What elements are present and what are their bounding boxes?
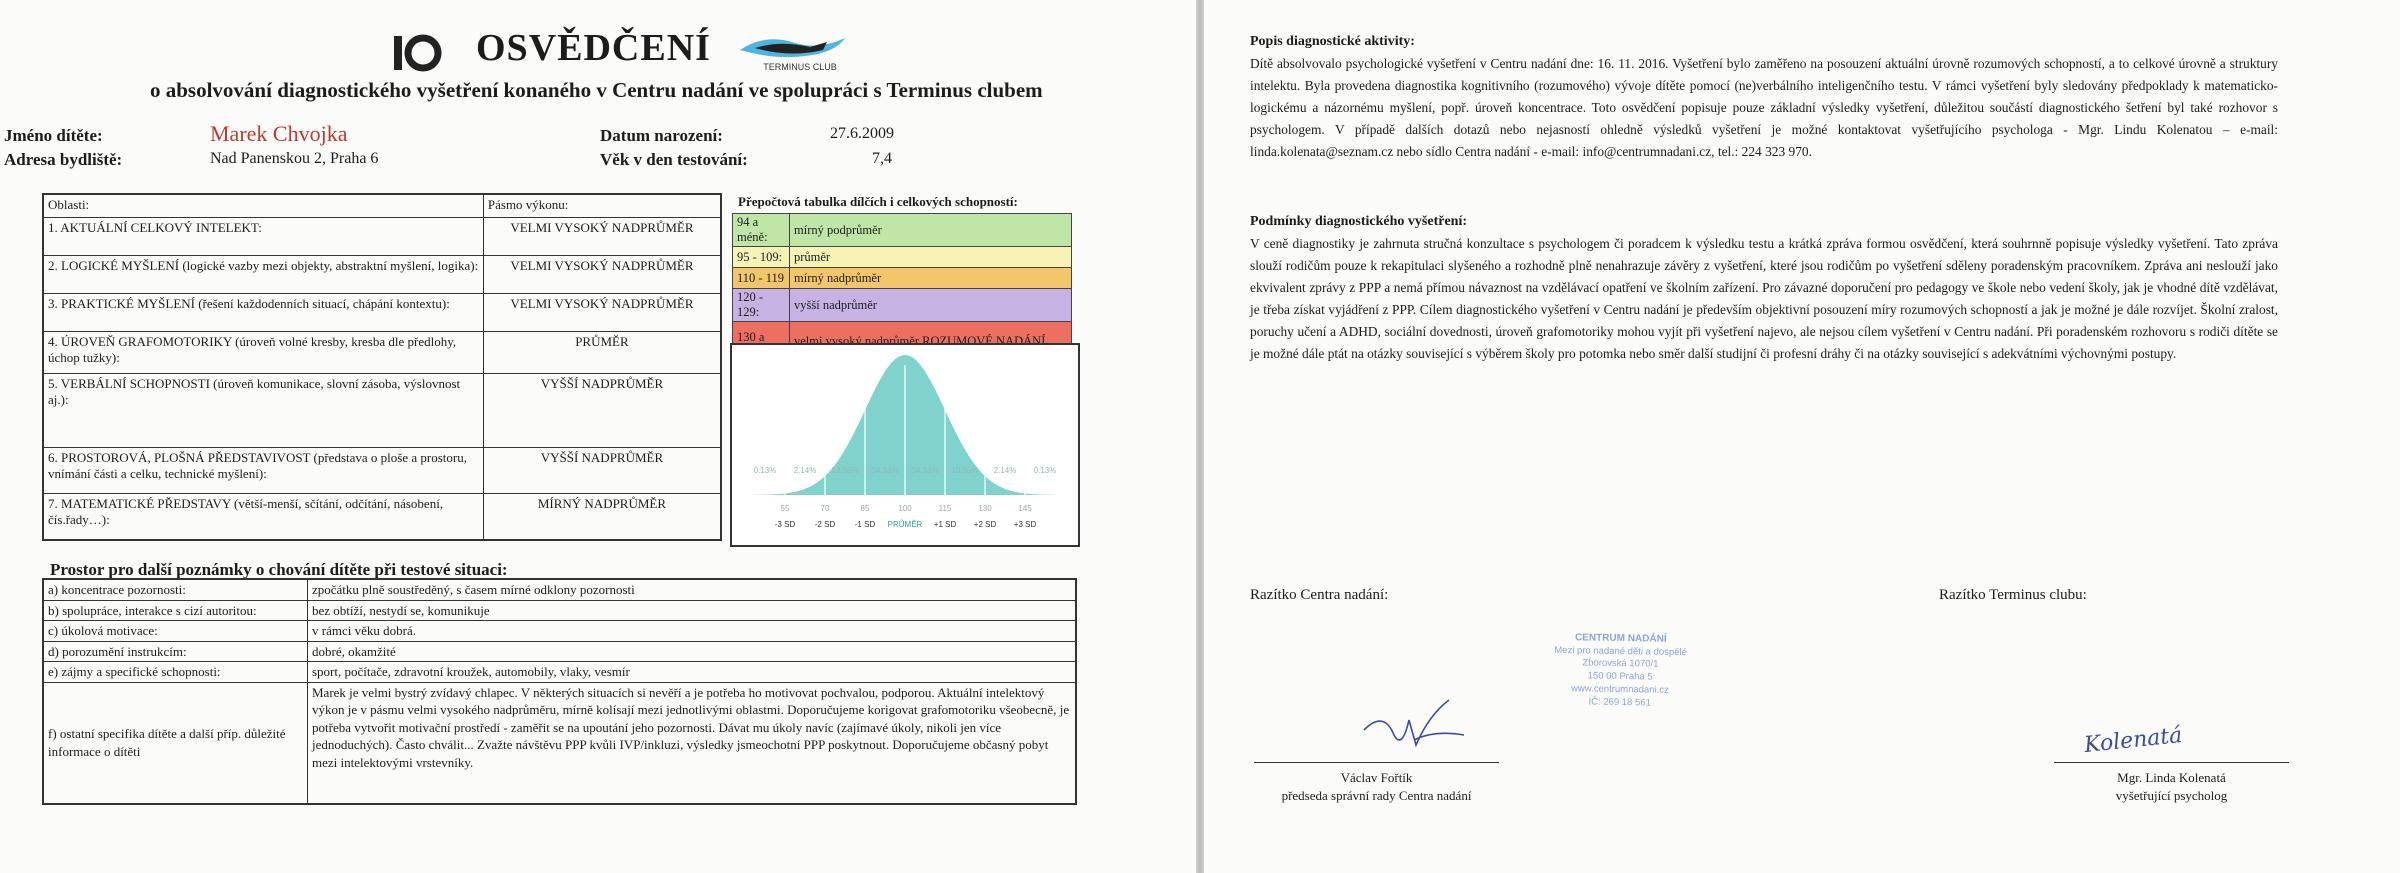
terminus-logo-text: TERMINUS CLUB	[763, 62, 837, 72]
col-area-header: Oblasti:	[43, 194, 483, 218]
score-tick-label: 85	[860, 504, 870, 513]
table-row	[43, 621, 1076, 642]
legend-range: 110 - 119	[733, 268, 790, 289]
area-cell: 7. MATEMATICKÉ PŘEDSTAVY (větší-menší, sčítání, odčítání, násobení, čís.řady…):	[43, 494, 483, 540]
certificate-right-page	[1204, 0, 2400, 873]
note-key: d) porozumění instrukcím:	[43, 641, 308, 662]
normal-distribution-curve	[730, 343, 1080, 547]
percent-label: 13.59%	[831, 466, 859, 475]
col-level-header: Pásmo výkonu:	[483, 194, 721, 218]
table-row	[43, 662, 1076, 683]
stamp-label-terminus: Razítko Terminus clubu:	[1939, 587, 2087, 603]
age-label: Věk v den testování:	[600, 150, 748, 169]
table-row	[43, 218, 721, 256]
score-tick-label: 130	[978, 504, 992, 513]
note-key: e) zájmy a specifické schopnosti:	[43, 662, 308, 683]
signature-line-1	[1254, 762, 1499, 763]
percent-label: 0.13%	[1033, 466, 1057, 475]
percent-label: 2.14%	[993, 466, 1017, 475]
notes-title: Prostor pro další poznámky o chování dítěte při testové situaci:	[50, 560, 508, 579]
legend-row	[733, 214, 1072, 247]
percent-label: 13.59%	[951, 466, 979, 475]
stamp-line: Mezi pro nadané děti a dospělé	[1554, 644, 1687, 658]
note-value: zpočátku plně soustředěný, s časem mírné odklony pozornosti	[308, 579, 1077, 600]
area-cell: 5. VERBÁLNÍ SCHOPNOSTI (úroveň komunikace, slovní zásoba, výslovnost aj.):	[43, 374, 483, 448]
address-label: Adresa bydliště:	[4, 150, 123, 169]
table-row	[43, 374, 721, 448]
table-row	[43, 600, 1076, 621]
centrum-nadani-logo	[392, 30, 442, 74]
legend-range: 120 - 129:	[733, 289, 790, 322]
page-fold	[1196, 0, 1204, 873]
legend-row	[733, 289, 1072, 322]
stamp-line: www.centrumnadani.cz	[1571, 683, 1669, 696]
sd-label: +2 SD	[973, 520, 997, 529]
legend-range: 95 - 109:	[733, 247, 790, 268]
conditions-title: Podmínky diagnostického vyšetření:	[1250, 214, 1468, 229]
score-tick-label: 100	[898, 504, 912, 513]
signature-fortik	[1354, 690, 1474, 760]
level-cell: VYŠŠÍ NADPRŮMĚR	[483, 374, 721, 448]
note-key: b) spolupráce, interakce s cizí autoritou:	[43, 600, 308, 621]
table-row	[43, 579, 1076, 600]
legend-label: průměr	[790, 247, 1072, 268]
signature-line-2	[2054, 762, 2289, 763]
score-tick-label: 115	[938, 504, 952, 513]
terminus-club-logo	[735, 28, 865, 76]
results-table	[42, 193, 722, 541]
level-cell: VELMI VYSOKÝ NADPRŮMĚR	[483, 294, 721, 332]
percent-label: 34.13%	[871, 466, 899, 475]
signer-2-role: vyšetřující psycholog	[2115, 788, 2228, 803]
notes-table	[42, 578, 1077, 805]
level-cell: VELMI VYSOKÝ NADPRŮMĚR	[483, 218, 721, 256]
stamp-line: CENTRUM NADÁNÍ	[1574, 632, 1667, 645]
legend-range: 94 a méně:	[733, 214, 790, 247]
sd-label: -2 SD	[814, 520, 836, 529]
dob-label: Datum narození:	[600, 126, 723, 145]
stamp-line: 150 00 Praha 5	[1587, 670, 1653, 683]
table-row	[43, 332, 721, 374]
document-subtitle: o absolvování diagnostického vyšetření konaného v Centru nadání ve spolupráci s Terminus clubem	[150, 78, 1043, 102]
score-tick-label: 70	[820, 504, 830, 513]
legend-label: mírný nadprůměr	[790, 268, 1072, 289]
centrum-nadani-stamp	[1539, 631, 1701, 742]
legend-row	[733, 268, 1072, 289]
address-value: Nad Panenskou 2, Praha 6	[210, 150, 379, 167]
score-legend-table	[732, 213, 1072, 362]
age-value: 7,4	[872, 150, 892, 167]
percent-label: 2.14%	[793, 466, 817, 475]
child-name-label: Jméno dítěte:	[4, 126, 103, 145]
legend-row	[733, 247, 1072, 268]
description-text: Dítě absolvovalo psychologické vyšetření v Centru nadání dne: 16. 11. 2016. Vyšetření bylo zaměřeno na posouzení aktuální úrovně rozumových schopností, a to celkové úrovně a struktury intelektu. Byla provedena diagnostika kognitivního (rozumového) vývoje dítěte pomocí (ne)verbálního inteligenčního testu. V rámci vyšetření byly sledovány předpoklady k matematicko-logickému a názornému myšlení, popř. úroveň koncentrace. Toto osvědčení popisuje pouze základní výsledky vyšetření, důležitou součástí diagnostického šetření byl také rozhovor s psychologem. V případě dalších dotazů nebo nejasností ohledně výsledků vyšetření je možné kontaktovat vyšetřujícího psychologa - Mgr. Lindu Kolenatou – e-mail: linda.kolenata@seznam.cz nebo sídlo Centra nadání - e-mail: info@centrumnadani.cz, tel.: 224 323 970.	[1250, 56, 2278, 159]
level-cell: VELMI VYSOKÝ NADPRŮMĚR	[483, 256, 721, 294]
stamp-line: Zborovská 1070/1	[1582, 657, 1659, 670]
note-value: v rámci věku dobrá.	[308, 621, 1077, 642]
percent-label: 0.13%	[753, 466, 777, 475]
legend-label: mírný podprůměr	[790, 214, 1072, 247]
area-cell: 6. PROSTOROVÁ, PLOŠNÁ PŘEDSTAVIVOST (představa o ploše a prostoru, vnímání části a celku, technické myšlení):	[43, 448, 483, 494]
legend-label: vyšší nadprůměr	[790, 289, 1072, 322]
description-title: Popis diagnostické aktivity:	[1250, 34, 1415, 49]
area-cell: 3. PRAKTICKÉ MYŠLENÍ (řešení každodenních situací, chápání kontextu):	[43, 294, 483, 332]
table-row	[43, 448, 721, 494]
sd-label: +1 SD	[933, 520, 957, 529]
table-row	[43, 256, 721, 294]
signer-1-role: předseda správní rady Centra nadání	[1281, 788, 1472, 803]
area-cell: 4. ÚROVEŇ GRAFOMOTORIKY (úroveň volné kresby, kresba dle předlohy, úchop tužky):	[43, 332, 483, 374]
area-cell: 1. AKTUÁLNÍ CELKOVÝ INTELEKT:	[43, 218, 483, 256]
results-header-row	[43, 194, 721, 218]
conditions-text: V ceně diagnostiky je zahrnuta stručná konzultace s psychologem či poradcem k výsledku testu a krátká zpráva formou osvědčení, která souhrnně popisuje výsledky vyšetření. Tato zpráva slouží rodičům pouze k rekapitulaci slyšeného a rozhodně plně nenahrazuje závěry z vyšetření, které jsou rodičům po vyšetření sděleny poradenským pracovníkem. Zpráva ani neslouží jako ekvivalent zprávy z PPP a nemá přímou návaznost na vzdělávací opatření ve školním zařízení. Pro závazné doporučení pro pedagogy ve škole nebo vedení školy, jak je vhodné dítě vzdělávat, je třeba získat vyjádření z PPP. Cílem diagnostického vyšetření v Centru nadání je především objektivní posouzení míry rozumových schopností a jak je možné je dále rozvíjet. Školní zralost, poruchy učení a ADHD, sociální dovednosti, úroveň grafomotoriky mohou vyjít při vyšetření najevo, ale nejsou cílem vyšetření v Centru nadání. Při poradenském rozhovoru s rodiči dítěte se je možné dále ptát na otázky související s výběrem školy pro potomka nebo směr další studijní či profesní dráhy či na otázky související s adekvátními výchovnými postupy.	[1250, 236, 2278, 361]
child-name: Marek Chvojka	[210, 121, 348, 146]
document-title: OSVĚDČENÍ	[476, 27, 711, 69]
note-value: sport, počítače, zdravotní kroužek, automobily, vlaky, vesmír	[308, 662, 1077, 683]
level-cell: MÍRNÝ NADPRŮMĚR	[483, 494, 721, 540]
dob-value: 27.6.2009	[830, 125, 894, 142]
note-value: Marek je velmi bystrý zvídavý chlapec. V některých situacích si nevěří a je potřeba ho motivovat pochvalou, podporou. Aktuální intelektový výkon je v pásmu velmi vysokého nadprůměru, mírně kolísají mezi jednotlivými oblastmi. Doporučujeme korigovat grafomotoriku všeobecně, je potřeba vytvořit motivační prostředí - zaměřit se na upoutání jeho pozornosti. Dávat mu úkoly navíc (zajímavé úkoly, nikoli jen více jednoduchých). Často chválit... Zvažte návštěvu PPP kvůli IVP/inkluzi, výsledky jsmeochotní PPP poskytnout. Doporučujeme občasný pobyt mezi intelektovými vrstevníky.	[308, 682, 1077, 804]
note-value: dobré, okamžité	[308, 641, 1077, 662]
table-row	[43, 494, 721, 540]
sd-label: -3 SD	[774, 520, 796, 529]
certificate-left-page	[0, 0, 1196, 873]
level-cell: PRŮMĚR	[483, 332, 721, 374]
level-cell: VYŠŠÍ NADPRŮMĚR	[483, 448, 721, 494]
legend-title: Přepočtová tabulka dílčích i celkových schopností:	[738, 194, 1018, 209]
sd-label: +3 SD	[1013, 520, 1037, 529]
table-row	[43, 682, 1076, 804]
legend-label: velmi vysoký nadprůměr ROZUMOVÉ NADÁNÍ	[790, 322, 1072, 362]
stamp-label-centrum: Razítko Centra nadání:	[1250, 587, 1389, 603]
legend-range: 130 a více	[733, 322, 790, 362]
sd-label: PRŮMĚR	[887, 520, 923, 529]
note-key: f) ostatní specifika dítěte a další příp. důležité informace o dítěti	[43, 682, 308, 804]
percent-label: 34.13%	[911, 466, 939, 475]
score-tick-label: 145	[1018, 504, 1032, 513]
signature-kolenata: Kolenatá	[2082, 722, 2184, 759]
area-cell: 2. LOGICKÉ MYŠLENÍ (logické vazby mezi objekty, abstraktní myšlení, logika):	[43, 256, 483, 294]
signer-1-name: Václav Fořtík	[1340, 770, 1413, 785]
note-key: a) koncentrace pozornosti:	[43, 579, 308, 600]
table-row	[43, 294, 721, 332]
note-key: c) úkolová motivace:	[43, 621, 308, 642]
table-row	[43, 641, 1076, 662]
note-value: bez obtíží, nestydí se, komunikuje	[308, 600, 1077, 621]
stamp-line: IČ: 269 18 561	[1588, 696, 1651, 709]
score-tick-label: 55	[780, 504, 790, 513]
signer-2-name: Mgr. Linda Kolenatá	[2117, 770, 2226, 785]
sd-label: -1 SD	[854, 520, 876, 529]
